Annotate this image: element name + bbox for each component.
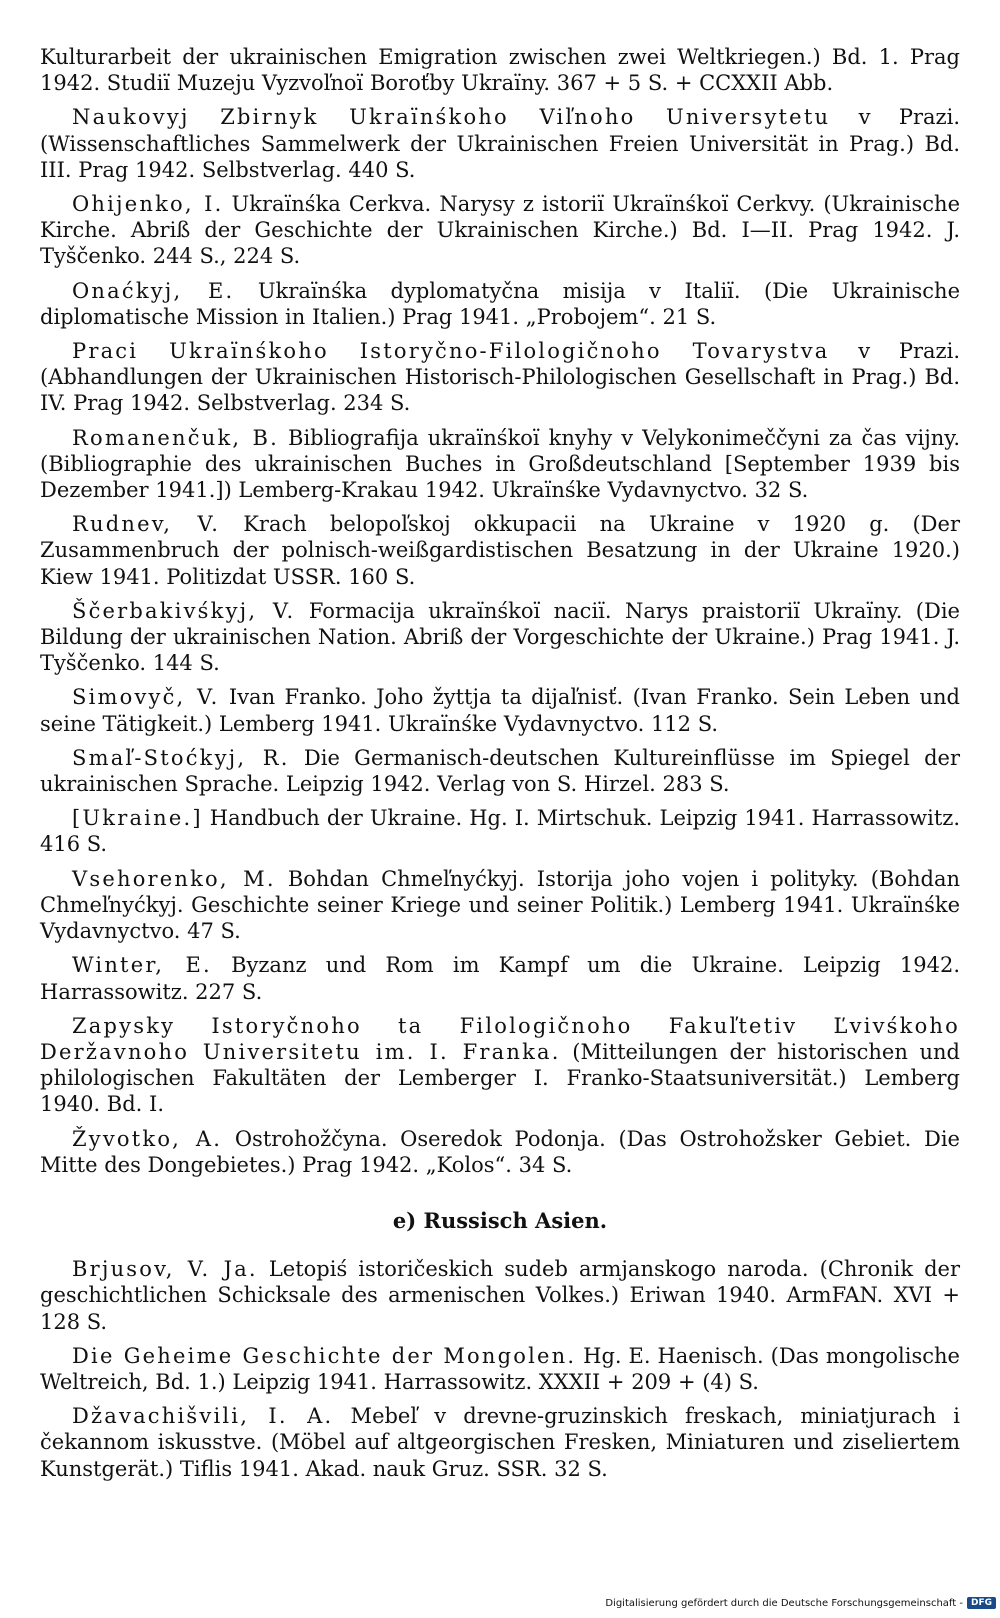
entry-author: Žyvotko, A. <box>72 1126 223 1151</box>
bib-entry <box>40 866 960 945</box>
entry-text: Hg. E. Haenisch. (Das mongolische Weltreich, Bd. 1.) Leipzig 1941. Harrassowitz. XXXII + 209 + (4) S. <box>40 1343 960 1394</box>
entry-author: Džavachišvili, I. A. <box>72 1404 334 1429</box>
entry-author: Brjusov, V. Ja. <box>72 1257 258 1282</box>
entry-text: Kulturarbeit der ukrainischen Emigration zwischen zwei Weltkriegen.) Bd. 1. Prag 1942. Studiï Muzeju Vyzvoľnoï Boroťby Ukraïny. 367 + 5 S. + CCXXII Abb. <box>40 45 960 96</box>
bib-entry <box>40 598 960 677</box>
bib-entry <box>40 1256 960 1335</box>
entry-author: Die Geheime Geschichte der Mongolen. <box>72 1343 577 1368</box>
entries-bottom <box>40 1256 960 1482</box>
entries-top <box>40 44 960 1178</box>
entry-author: Praci Ukraïnśkoho Istoryčno-Filologičnoho Tovarystva <box>72 339 830 364</box>
bib-entry <box>40 805 960 857</box>
dfg-logo-icon: DFG <box>967 1597 996 1609</box>
bib-entry <box>40 191 960 270</box>
bib-entry <box>40 952 960 1004</box>
entry-text: Ivan Franko. Joho žyttja ta dijaľnisť. (Ivan Franko. Sein Leben und seine Tätigkeit.) Lemberg 1941. Ukraïnśke Vydavnyctvo. 112 S. <box>40 685 960 736</box>
entry-author: [Ukraine.] <box>72 806 203 831</box>
entry-text: Mebeľ v drevne-gruzinskich freskach, miniatjurach i čekannom iskusstve. (Möbel auf altgeorgischen Fresken, Miniaturen und ziseliertem Kunstgerät.) Tiflis 1941. Akad. nauk Gruz. SSR. 32 S. <box>40 1404 961 1481</box>
entry-author: Ohijenko, I. <box>72 192 224 217</box>
entry-text: Letopiś istoričeskich sudeb armjanskogo naroda. (Chronik der geschichtlichen Schicksale des armenischen Volkes.) Eriwan 1940. ArmFAN. XVI + 128 S. <box>40 1257 960 1334</box>
bib-entry <box>40 104 960 183</box>
entry-text: Krach belopoľskoj okkupacii na Ukraine v 1920 g. (Der Zusammenbruch der polnisch-weißgardistischen Besatzung in der Ukraine 1920.) Kiew 1941. Politizdat USSR. 160 S. <box>40 512 960 589</box>
entry-author: Smaľ-Stoćkyj, R. <box>72 745 290 770</box>
bib-entry <box>40 511 960 590</box>
entry-author: Winter, E. <box>72 953 212 978</box>
entry-text: Bohdan Chmeľnyćkyj. Istorija joho vojen i polityky. (Bohdan Chmeľnyćkyj. Geschichte seiner Kriege und seiner Politik.) Lemberg 1941. Ukraïnśke Vydavnyctvo. 47 S. <box>40 866 961 944</box>
entry-author: Rudnev, V. <box>72 512 221 537</box>
digitization-footer <box>605 1596 996 1610</box>
entry-text: Formacija ukraïnśkoï naciï. Narys praistoriï Ukraïny. (Die Bildung der ukrainischen Nation. Abriß der Vorgeschichte der Ukraine.) Prag 1941. J. Tyščenko. 144 S. <box>40 598 960 676</box>
entry-text: Handbuch der Ukraine. Hg. I. Mirtschuk. Leipzig 1941. Harrassowitz. 416 S. <box>40 806 960 857</box>
document-page <box>40 44 960 1490</box>
bib-entry <box>40 1403 960 1482</box>
bib-entry <box>40 1126 960 1178</box>
bib-entry <box>40 425 960 504</box>
entry-author: Ščerbakivśkyj, V. <box>72 598 296 623</box>
bib-entry <box>40 684 960 736</box>
entry-author: Naukovyj Zbirnyk Ukraïnśkoho Viľnoho Universytetu <box>72 105 831 130</box>
bib-entry <box>40 745 960 797</box>
entry-author: Simovyč, V. <box>72 685 220 710</box>
entry-author: Vsehorenko, M. <box>72 866 276 891</box>
entry-text: Bibliografija ukraïnśkoï knyhy v Velykonimeččyni za čas vijny. (Bibliographie des ukrainischen Buches in Großdeutschland [September 1939 bis Dezember 1941.]) Lemberg-Krakau 1942. Ukraïnśke Vydavnyctvo. 32 S. <box>40 425 960 503</box>
bib-entry <box>40 44 960 96</box>
bib-entry <box>40 1343 960 1395</box>
entry-text: Ukraïnśka dyplomatyčna misija v Italiï. (Die Ukrainische diplomatische Mission in Italien.) Prag 1941. „Probojem“. 21 S. <box>40 278 960 329</box>
entry-text: Ukraïnśka Cerkva. Narysy z istoriï Ukraïnśkoï Cerkvy. (Ukrainische Kirche. Abriß der Geschichte der Ukrainischen Kirche.) Bd. I—II. Prag 1942. J. Tyščenko. 244 S., 224 S. <box>40 192 960 269</box>
entry-author: Onaćkyj, E. <box>72 278 235 303</box>
entry-text: v Prazi. (Wissenschaftliches Sammelwerk der Ukrainischen Freien Universität in Prag.) Bd. III. Prag 1942. Selbstverlag. 440 S. <box>40 105 960 182</box>
entry-text: Ostrohožčyna. Oseredok Podonja. (Das Ostrohožsker Gebiet. Die Mitte des Dongebietes.) Prag 1942. „Kolos“. 34 S. <box>40 1126 960 1177</box>
section-heading: e) Russisch Asien. <box>392 1207 608 1233</box>
footer-text: Digitalisierung gefördert durch die Deutsche Forschungsgemeinschaft - <box>605 1597 963 1609</box>
bib-entry <box>40 338 960 417</box>
bib-entry <box>40 278 960 330</box>
entry-author: Zapysky Istoryčnoho ta Filologičnoho Fakuľtetiv Ľvivśkoho Deržavnoho Universitetu im. I. Franka. <box>40 1013 960 1064</box>
bib-entry <box>40 1013 960 1118</box>
entry-text: Die Germanisch-deutschen Kultureinflüsse im Spiegel der ukrainischen Sprache. Leipzig 1942. Verlag von S. Hirzel. 283 S. <box>40 745 961 797</box>
entry-text: v Prazi. (Abhandlungen der Ukrainischen Historisch-Philologischen Gesellschaft in Prag.) Bd. IV. Prag 1942. Selbstverlag. 234 S. <box>40 339 960 416</box>
entry-text: Byzanz und Rom im Kampf um die Ukraine. Leipzig 1942. Harrassowitz. 227 S. <box>40 953 960 1004</box>
entry-author: Romanenčuk, B. <box>72 425 279 450</box>
entry-text: (Mitteilungen der historischen und philologischen Fakultäten der Lemberger I. Franko-Staatsuniversität.) Lemberg 1940. Bd. I. <box>40 1039 960 1117</box>
